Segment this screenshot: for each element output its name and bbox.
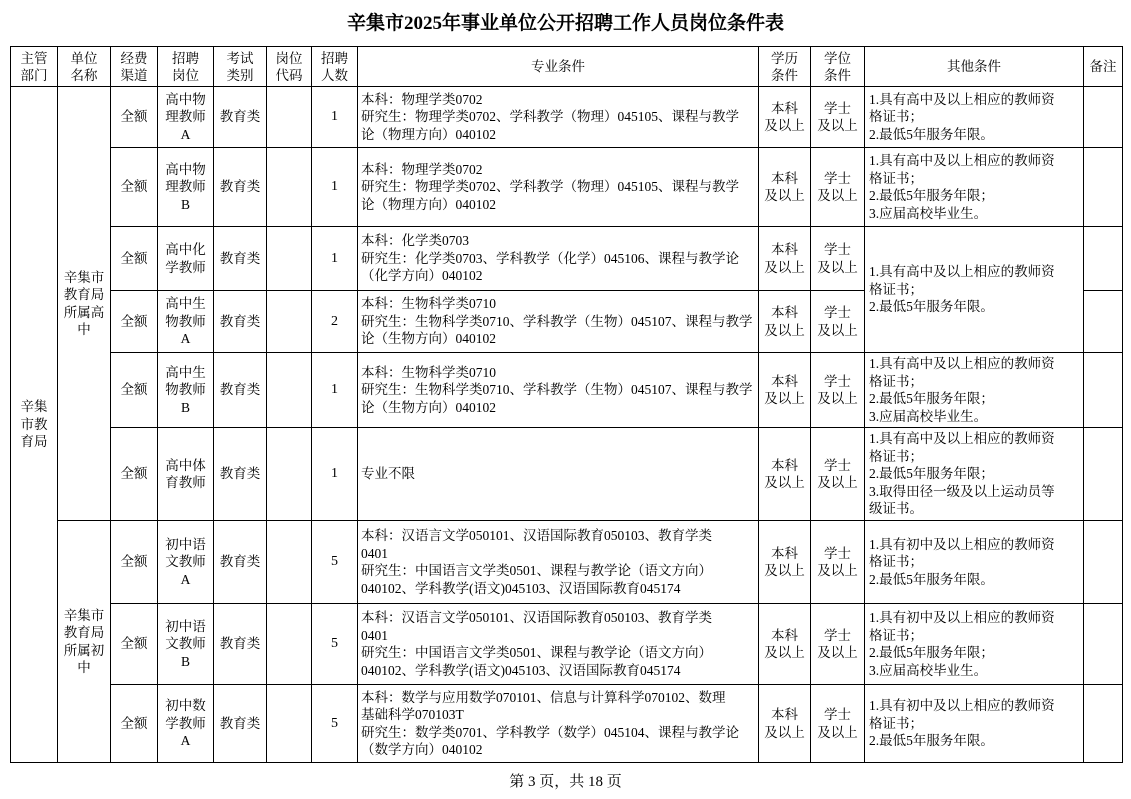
- post-cell: 高中物 理教师 B: [158, 148, 214, 227]
- exam-type-cell: 教育类: [214, 353, 267, 428]
- count-cell: 5: [312, 604, 358, 685]
- count-cell: 2: [312, 291, 358, 353]
- degree-cell: 学士 及以上: [811, 521, 865, 604]
- major-cell: 本科：物理学类0702 研究生：物理学类0702、学科教学（物理）045105、课程与教学 论（物理方向）040102: [358, 148, 759, 227]
- funding-cell: 全额: [111, 428, 158, 521]
- degree-cell: 学士 及以上: [811, 428, 865, 521]
- exam-type-cell: 教育类: [214, 291, 267, 353]
- count-cell: 1: [312, 148, 358, 227]
- post-code-cell: [267, 148, 312, 227]
- post-code-cell: [267, 604, 312, 685]
- degree-cell: 学士 及以上: [811, 87, 865, 148]
- other-conditions-cell: 1.具有高中及以上相应的教师资 格证书； 2.最低5年服务年限； 3.应届高校毕业生。: [865, 353, 1084, 428]
- education-cell: 本科 及以上: [759, 521, 811, 604]
- page-title: 辛集市2025年事业单位公开招聘工作人员岗位条件表: [346, 13, 784, 34]
- other-conditions-cell: 1.具有高中及以上相应的教师资 格证书； 2.最低5年服务年限； 3.取得田径一级及以上运动员等 级证书。: [865, 428, 1084, 521]
- major-cell: 本科：生物科学类0710 研究生：生物科学类0710、学科教学（生物）045107、课程与教学 论（生物方向）040102: [358, 353, 759, 428]
- post-cell: 高中生 物教师 B: [158, 353, 214, 428]
- exam-type-cell: 教育类: [214, 604, 267, 685]
- post-cell: 高中物 理教师 A: [158, 87, 214, 148]
- major-cell: 专业不限: [358, 428, 759, 521]
- exam-type-cell: 教育类: [214, 87, 267, 148]
- post-code-cell: [267, 87, 312, 148]
- post-cell: 高中体 育教师: [158, 428, 214, 521]
- post-cell: 高中化 学教师: [158, 227, 214, 291]
- unit-name-cell: 辛集市 教育局 所属初 中: [58, 521, 111, 763]
- other-conditions-cell: 1.具有高中及以上相应的教师资 格证书； 2.最低5年服务年限； 3.应届高校毕业生。: [865, 148, 1084, 227]
- table-row: [11, 685, 1123, 763]
- funding-cell: 全额: [111, 353, 158, 428]
- count-cell: 5: [312, 521, 358, 604]
- education-cell: 本科 及以上: [759, 353, 811, 428]
- count-cell: 5: [312, 685, 358, 763]
- exam-type-cell: 教育类: [214, 227, 267, 291]
- count-cell: 1: [312, 353, 358, 428]
- header-major: 专业条件: [358, 47, 759, 87]
- count-cell: 1: [312, 428, 358, 521]
- major-cell: 本科：生物科学类0710 研究生：生物科学类0710、学科教学（生物）045107、课程与教学 论（生物方向）040102: [358, 291, 759, 353]
- unit-name-cell: 辛集市 教育局 所属高 中: [58, 87, 111, 521]
- positions-table: [10, 46, 1123, 763]
- post-code-cell: [267, 227, 312, 291]
- major-cell: 本科：汉语言文学050101、汉语国际教育050103、教育学类 0401 研究生：中国语言文学类0501、课程与教学论（语文方向） 040102、学科教学(语文)045103、汉语国际教育045174: [358, 604, 759, 685]
- exam-type-cell: 教育类: [214, 521, 267, 604]
- post-code-cell: [267, 353, 312, 428]
- funding-cell: 全额: [111, 291, 158, 353]
- table-row: [11, 148, 1123, 227]
- funding-cell: 全额: [111, 148, 158, 227]
- funding-cell: 全额: [111, 685, 158, 763]
- remark-cell: [1084, 227, 1123, 291]
- funding-cell: 全额: [111, 87, 158, 148]
- funding-cell: 全额: [111, 604, 158, 685]
- count-cell: 1: [312, 227, 358, 291]
- exam-type-cell: 教育类: [214, 685, 267, 763]
- table-row: [11, 227, 1123, 291]
- header-post: 招聘 岗位: [158, 47, 214, 87]
- exam-type-cell: 教育类: [214, 428, 267, 521]
- header-count: 招聘 人数: [312, 47, 358, 87]
- header-department: 主管 部门: [11, 47, 58, 87]
- education-cell: 本科 及以上: [759, 227, 811, 291]
- remark-cell: [1084, 521, 1123, 604]
- table-row: [11, 353, 1123, 428]
- degree-cell: 学士 及以上: [811, 353, 865, 428]
- other-conditions-cell: 1.具有初中及以上相应的教师资 格证书； 2.最低5年服务年限。: [865, 521, 1084, 604]
- table-row: [11, 87, 1123, 148]
- post-code-cell: [267, 291, 312, 353]
- education-cell: 本科 及以上: [759, 685, 811, 763]
- header-remark: 备注: [1084, 47, 1123, 87]
- table-row: [11, 604, 1123, 685]
- funding-cell: 全额: [111, 521, 158, 604]
- degree-cell: 学士 及以上: [811, 685, 865, 763]
- major-cell: 本科：汉语言文学050101、汉语国际教育050103、教育学类 0401 研究生：中国语言文学类0501、课程与教学论（语文方向） 040102、学科教学(语文)045103、汉语国际教育045174: [358, 521, 759, 604]
- degree-cell: 学士 及以上: [811, 291, 865, 353]
- education-cell: 本科 及以上: [759, 291, 811, 353]
- header-post-code: 岗位 代码: [267, 47, 312, 87]
- header-exam-type: 考试 类别: [214, 47, 267, 87]
- page-number: 第 3 页，共 18 页: [509, 774, 622, 790]
- post-cell: 高中生 物教师 A: [158, 291, 214, 353]
- remark-cell: [1084, 353, 1123, 428]
- exam-type-cell: 教育类: [214, 148, 267, 227]
- count-cell: 1: [312, 87, 358, 148]
- header-education: 学历 条件: [759, 47, 811, 87]
- table-row: [11, 428, 1123, 521]
- degree-cell: 学士 及以上: [811, 604, 865, 685]
- other-conditions-cell: 1.具有高中及以上相应的教师资 格证书； 2.最低5年服务年限。: [865, 87, 1084, 148]
- header-unit: 单位 名称: [58, 47, 111, 87]
- remark-cell: [1084, 428, 1123, 521]
- remark-cell: [1084, 291, 1123, 353]
- post-cell: 初中语 文教师 A: [158, 521, 214, 604]
- header-funding: 经费 渠道: [111, 47, 158, 87]
- other-conditions-cell: 1.具有初中及以上相应的教师资 格证书； 2.最低5年服务年限。: [865, 685, 1084, 763]
- major-cell: 本科：化学类0703 研究生：化学类0703、学科教学（化学）045106、课程与教学论 （化学方向）040102: [358, 227, 759, 291]
- education-cell: 本科 及以上: [759, 604, 811, 685]
- other-conditions-cell: 1.具有高中及以上相应的教师资 格证书； 2.最低5年服务年限。: [865, 227, 1084, 353]
- post-cell: 初中语 文教师 B: [158, 604, 214, 685]
- post-cell: 初中数 学教师 A: [158, 685, 214, 763]
- other-conditions-cell: 1.具有初中及以上相应的教师资 格证书； 2.最低5年服务年限； 3.应届高校毕业生。: [865, 604, 1084, 685]
- education-cell: 本科 及以上: [759, 148, 811, 227]
- post-code-cell: [267, 428, 312, 521]
- remark-cell: [1084, 148, 1123, 227]
- education-cell: 本科 及以上: [759, 428, 811, 521]
- table-row: [11, 521, 1123, 604]
- remark-cell: [1084, 685, 1123, 763]
- remark-cell: [1084, 604, 1123, 685]
- department-cell: 辛集 市教 育局: [11, 87, 58, 763]
- major-cell: 本科：物理学类0702 研究生：物理学类0702、学科教学（物理）045105、课程与教学 论（物理方向）040102: [358, 87, 759, 148]
- funding-cell: 全额: [111, 227, 158, 291]
- degree-cell: 学士 及以上: [811, 227, 865, 291]
- header-other: 其他条件: [865, 47, 1084, 87]
- post-code-cell: [267, 521, 312, 604]
- degree-cell: 学士 及以上: [811, 148, 865, 227]
- header-degree: 学位 条件: [811, 47, 865, 87]
- post-code-cell: [267, 685, 312, 763]
- table-header-row: [11, 47, 1123, 87]
- remark-cell: [1084, 87, 1123, 148]
- education-cell: 本科 及以上: [759, 87, 811, 148]
- major-cell: 本科：数学与应用数学070101、信息与计算科学070102、数理 基础科学070103T 研究生：数学类0701、学科教学（数学）045104、课程与教学论 （数学方向）040102: [358, 685, 759, 763]
